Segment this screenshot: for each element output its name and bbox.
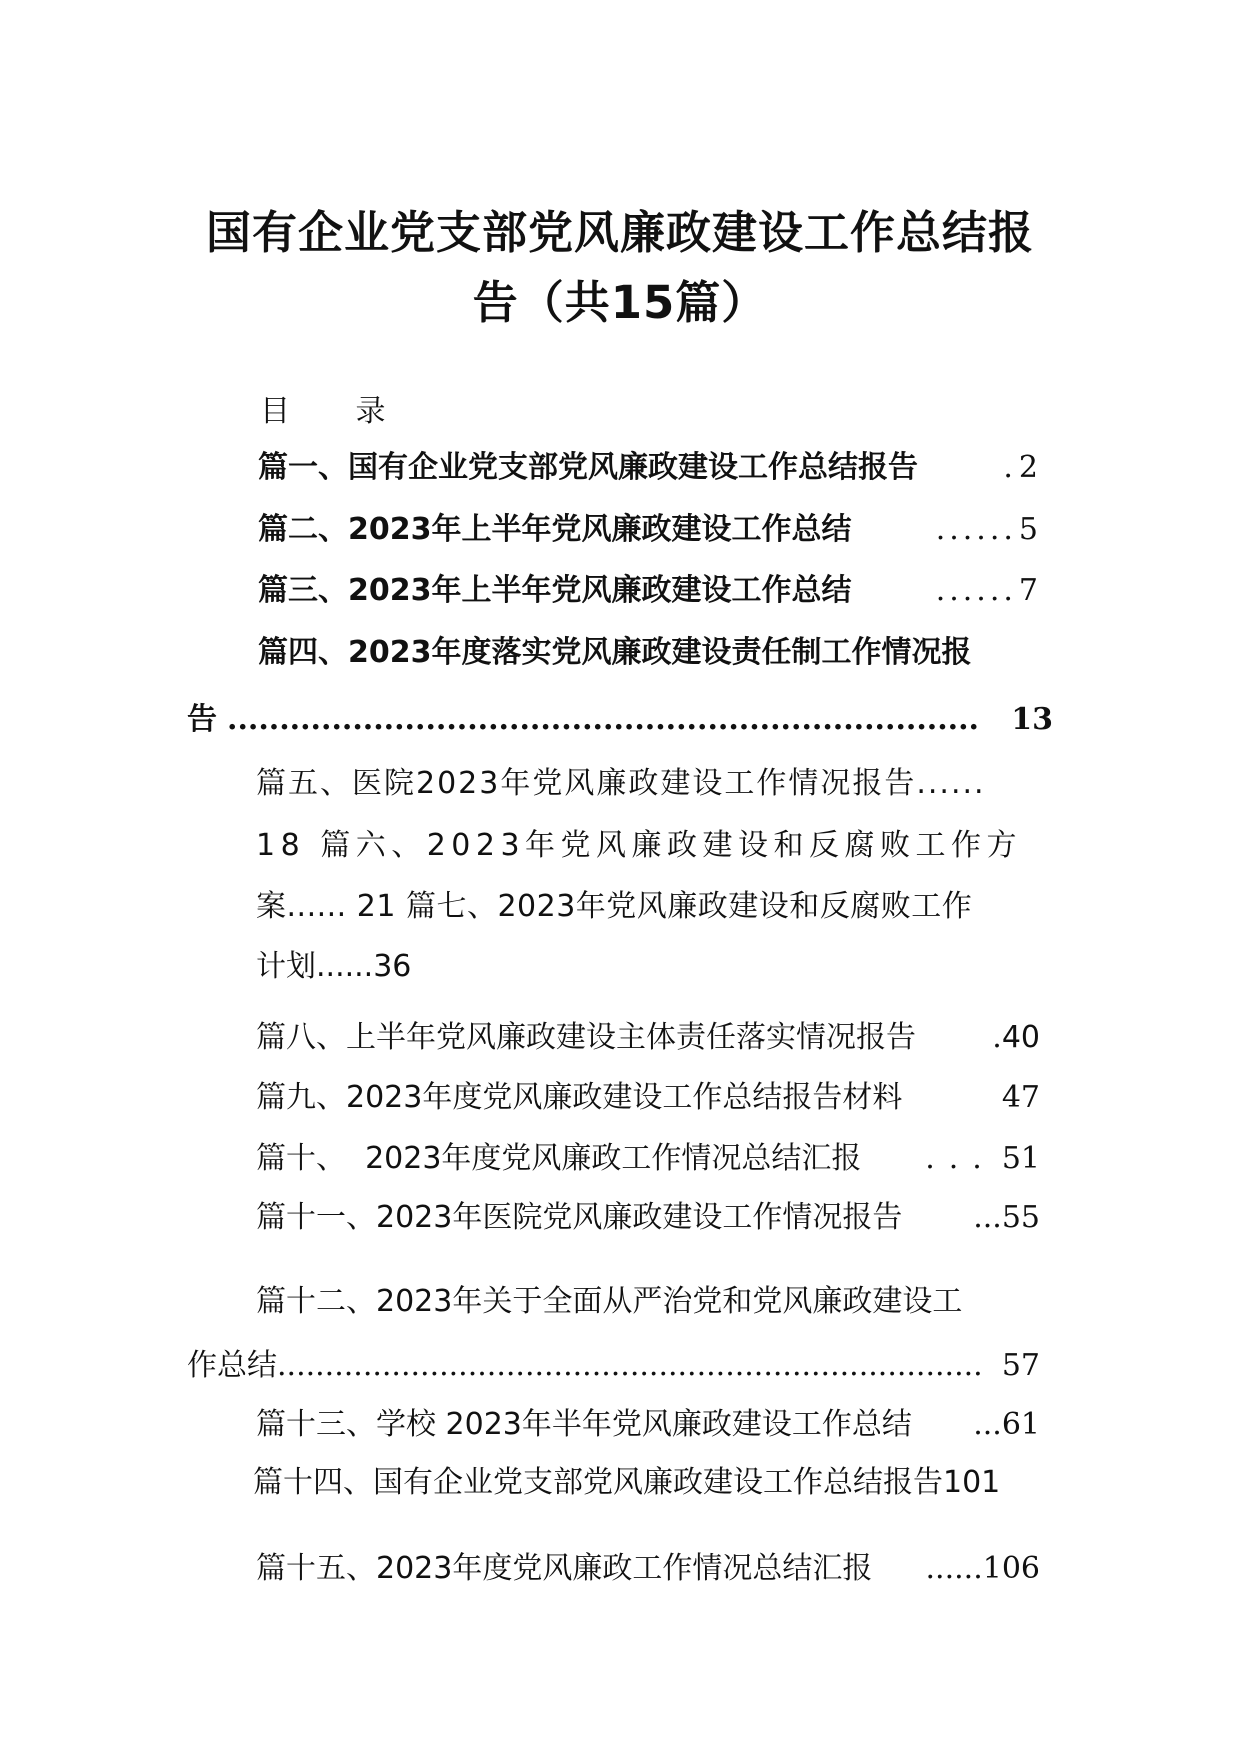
toc-entry-8[interactable] [256,1018,1040,1058]
toc-entry-1-page: 2 [1018,450,1038,485]
toc-entry-10-page: 51 [1001,1141,1040,1176]
toc-paragraph-line-3[interactable]: 案...... 21 篇七、2023年党风廉政建设和反腐败工作 [256,889,973,924]
toc-entry-3-page: 7 [1018,573,1038,608]
toc-paragraph-line-4[interactable]: 计划......36 [256,949,412,984]
toc-entry-15-dots: ...... [925,1551,983,1586]
toc-entry-12-page: 57 [1001,1348,1040,1383]
toc-entry-10-label: 篇十、 2023年度党风廉政工作情况总结汇报 [256,1141,862,1176]
toc-entry-2-page: 5 [1018,512,1038,547]
toc-entry-4-dots: ........................................................................ [227,702,979,737]
toc-entry-12-cont: 作总结 [187,1348,277,1383]
toc-entry-1[interactable] [258,448,1038,488]
toc-entry-11-label: 篇十一、2023年医院党风廉政建设工作情况报告 [256,1200,903,1235]
toc-entry-11-page: 55 [1001,1200,1040,1235]
toc-entry-12[interactable]: 篇十二、2023年关于全面从严治党和党风廉政建设工 [256,1284,963,1319]
toc-entry-3-label: 篇三、2023年上半年党风廉政建设工作总结 [258,573,852,608]
toc-entry-14-label: 篇十四、国有企业党支部党风廉政建设工作总结报告 [253,1465,943,1500]
toc-entry-1-dots: . [1003,450,1013,485]
toc-entry-4-page: 13 [1011,702,1053,737]
toc-entry-4-cont: 告 [187,702,217,737]
toc-entry-3-dots: ...... [935,573,1017,608]
toc-entry-15[interactable] [256,1549,1040,1589]
toc-entry-11-dots: ... [973,1200,1002,1235]
document-title-line-1: 国有企业党支部党风廉政建设工作总结报 [205,206,1034,259]
toc-entry-9-label: 篇九、2023年度党风廉政建设工作总结报告材料 [256,1080,903,1115]
toc-entry-14[interactable] [253,1463,1083,1503]
toc-entry-15-label: 篇十五、2023年度党风廉政工作情况总结汇报 [256,1551,873,1586]
toc-entry-9[interactable] [256,1078,1040,1118]
toc-entry-10-dots: ... [925,1141,996,1176]
toc-entry-12-dots: .......................................................................... [277,1348,983,1383]
toc-entry-13-label: 篇十三、学校 2023年半年党风廉政建设工作总结 [256,1407,912,1442]
toc-entry-8-page: 40 [1001,1020,1040,1055]
toc-entry-13-page: 61 [1001,1407,1040,1442]
toc-heading: 目 录 [260,394,414,429]
toc-entry-15-page: 106 [982,1551,1040,1586]
toc-entry-14-page: 101 [943,1465,1001,1500]
toc-entry-1-label: 篇一、国有企业党支部党风廉政建设工作总结报告 [258,450,918,485]
toc-entry-4-continued[interactable] [187,700,1053,740]
toc-entry-13-dots: ... [973,1407,1002,1442]
toc-entry-11[interactable] [256,1198,1040,1238]
toc-entry-3[interactable] [258,571,1038,611]
toc-entry-8-dots: . [992,1020,1002,1055]
toc-entry-2-label: 篇二、2023年上半年党风廉政建设工作总结 [258,512,852,547]
toc-entry-10[interactable] [256,1139,1040,1179]
toc-entry-12-continued[interactable] [187,1346,1040,1386]
toc-paragraph-line-1[interactable]: 篇五、医院2023年党风廉政建设工作情况报告...... [256,766,986,801]
toc-entry-4[interactable]: 篇四、2023年度落实党风廉政建设责任制工作情况报 [258,635,972,670]
toc-entry-8-label: 篇八、上半年党风廉政建设主体责任落实情况报告 [256,1020,916,1055]
toc-entry-13[interactable] [256,1405,1040,1445]
toc-entry-2-dots: ...... [935,512,1017,547]
toc-entry-2[interactable] [258,510,1038,550]
toc-entry-9-page: 47 [1001,1080,1040,1115]
document-title-line-2: 告（共15篇） [472,276,768,329]
toc-paragraph-line-2[interactable]: 18 篇六、2023年党风廉政建设和反腐败工作方 [256,828,1023,863]
